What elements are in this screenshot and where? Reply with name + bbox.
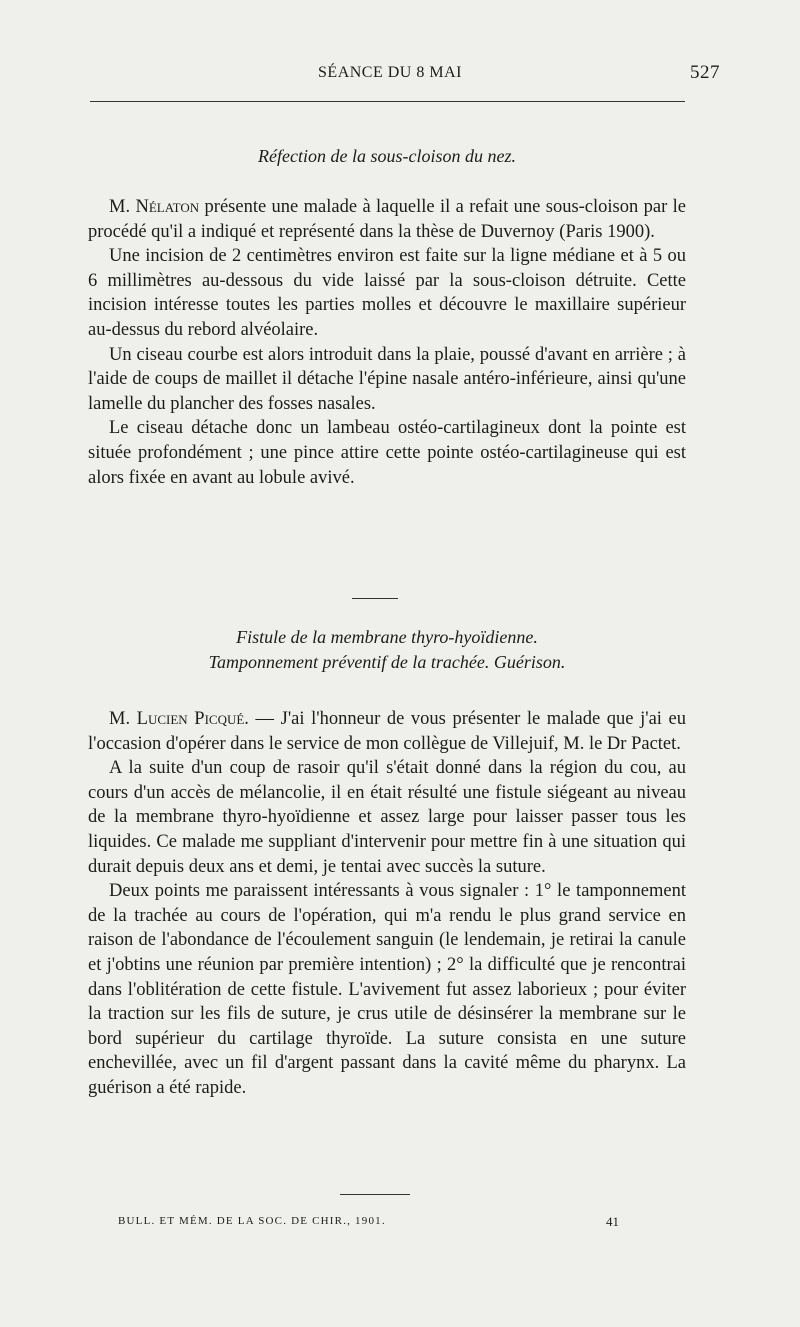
paragraph: Une incision de 2 centimètres environ est faite sur la ligne médiane et à 5 ou 6 millimètres au-dessous du vide laissé par la sous-cloison détruite. Cette incision intéresse toutes les parties molles et découvre le maxillaire supérieur au-dessus du rebord alvéolaire.	[88, 246, 686, 340]
section-2-title-line-1: Fistule de la membrane thyro-hyoïdienne.	[236, 627, 538, 647]
footer-divider	[340, 1194, 410, 1195]
section-divider	[352, 598, 398, 599]
paragraph: Le ciseau détache donc un lambeau ostéo-cartilagineux dont la pointe est située profondément ; une pince attire cette pointe ostéo-cartilagineuse qui est alors fixée en avant au lobule avivé.	[88, 418, 686, 488]
header-rule	[90, 101, 685, 102]
paragraph: Un ciseau courbe est alors introduit dans la plaie, poussé d'avant en arrière ; à l'aide de coups de maillet il détache l'épine nasale antéro-inférieure, ainsi qu'une lamelle du plancher des fosses nasales.	[88, 344, 686, 414]
paragraph: Deux points me paraissent intéressants à vous signaler : 1° le tamponnement de la trachée au cours de l'opération, qui m'a rendu le plus grand service en raison de l'abondance de l'écoulement sanguin (le lendemain, je retirai la canule et j'obtins une réunion par première intention) ; 2° la difficulté que je rencontrai dans l'oblitération de cette fistule. L'avivement fut assez laborieux ; pour éviter la traction sur les fils de suture, je crus utile de désinsérer la membrane sur le bord supérieur du cartilage thyroïde. La suture consista en une suture enchevillée, avec un fil d'argent passant dans la cavité même du pharynx. La guérison a été rapide.	[88, 881, 686, 1098]
section-1	[88, 144, 686, 490]
running-header	[90, 62, 720, 88]
footer-citation: BULL. ET MÉM. DE LA SOC. DE CHIR., 1901.	[118, 1215, 386, 1227]
signature-number: 41	[606, 1214, 619, 1229]
page-number: 527	[690, 62, 720, 83]
author-name: M. Lucien Picqué.	[109, 709, 249, 729]
section-2	[88, 625, 686, 1101]
header-title: SÉANCE DU 8 MAI	[318, 64, 462, 81]
section-1-title: Réfection de la sous-cloison du nez.	[258, 146, 516, 166]
paragraph: A la suite d'un coup de rasoir qu'il s'était donné dans la région du cou, au cours d'un accès de mélancolie, il en était résulté une fistule siégeant au niveau de la membrane thyro-hyoïdienne et assez large pour laisser passer tous les liquides. Ce malade me suppliant d'intervenir pour mettre fin à une situation qui durait depuis deux ans et demi, je tentai avec succès la suture.	[88, 758, 686, 877]
paragraph	[88, 195, 686, 244]
paragraph	[88, 707, 686, 756]
paragraph-text: présente une malade à laquelle il a refait une sous-cloison par le procédé qu'il a indiqué et représenté dans la thèse de Duvernoy (Paris 1900).	[88, 197, 686, 242]
paragraph-text: — J'ai l'honneur de vous présenter le malade que j'ai eu l'occasion d'opérer dans le service de mon collègue de Villejuif, M. le Dr Pactet.	[88, 709, 687, 754]
section-2-title-line-2: Tamponnement préventif de la trachée. Guérison.	[208, 652, 566, 672]
author-name: M. Nélaton	[109, 197, 200, 217]
